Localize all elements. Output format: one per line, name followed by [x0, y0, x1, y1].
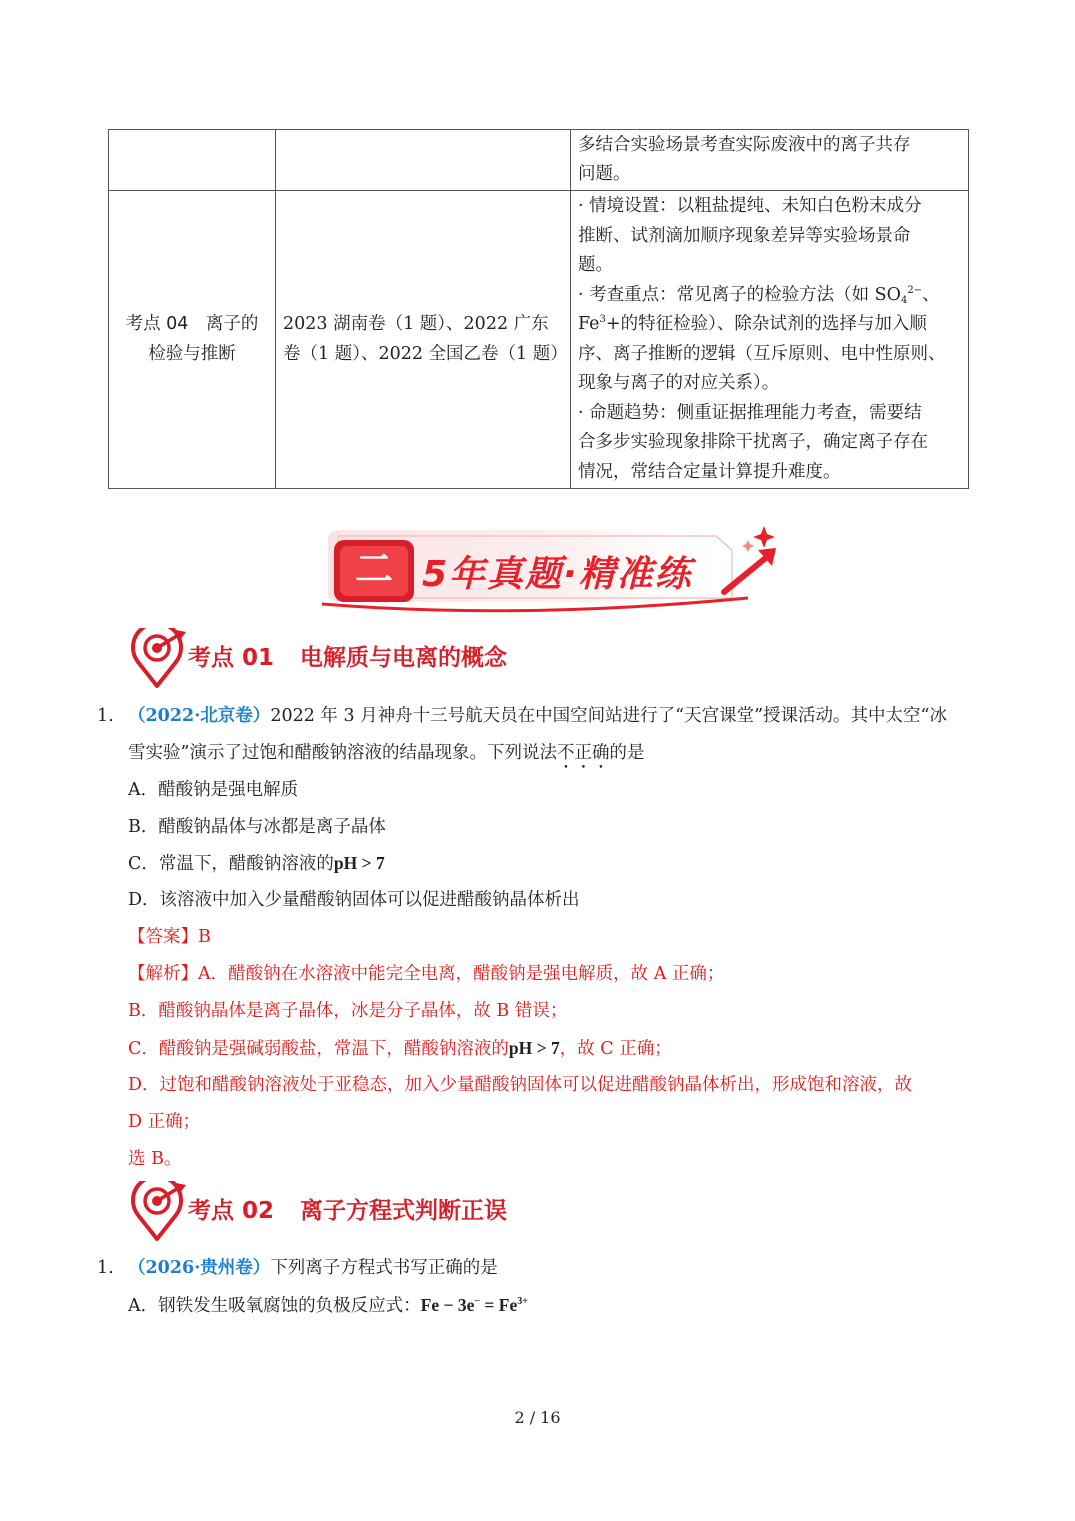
cell-line: 2023 湖南卷（1 题）、2022 广东 [283, 314, 549, 334]
cell-line [578, 281, 961, 311]
analysis-line: B．醋酸钠晶体是离子晶体，冰是分子晶体，故 B 错误； [128, 1001, 568, 1021]
cell-line: · 命题趋势：侧重证据推理能力考查，需要结 [578, 402, 922, 423]
section-label: 考点 01 [188, 645, 275, 671]
cell-line: 检验与推断 [148, 343, 236, 364]
cell-line: 情况，常结合定量计算提升难度。 [578, 461, 841, 482]
cell-line: 推断、试剂滴加顺序现象差异等实验场景命 [578, 225, 911, 246]
cell-line: 卷（1 题）、2022 全国乙卷（1 题） [283, 343, 568, 364]
cell-line [578, 310, 961, 340]
analysis-line [128, 962, 724, 986]
analysis-line: D 正确； [128, 1112, 201, 1132]
analysis-cell [571, 191, 969, 489]
section-title: 电解质与电离的概念 [300, 645, 508, 671]
table-cell [571, 130, 969, 191]
option-d: D．该溶液中加入少量醋酸钠固体可以促进醋酸钠晶体析出 [128, 890, 580, 910]
topic-cell [109, 191, 276, 489]
table-row [109, 191, 969, 489]
answer-line [128, 925, 211, 949]
target-pin-icon [128, 1181, 190, 1243]
superscript: − [474, 1296, 481, 1307]
analysis-line: D．过饱和醋酸钠溶液处于亚稳态，加入少量醋酸钠固体可以促进醋酸钠晶体析出，形成饱和溶液，故 [128, 1075, 913, 1095]
cell-line: 多结合实验场景考查实际废液中的离子共存 [578, 134, 911, 155]
line-text: +的特征检验）、除杂试剂的选择与加入顺 [605, 314, 927, 334]
ph-expression: pH > 7 [333, 853, 385, 873]
option-c [128, 851, 385, 876]
option-a [128, 1293, 528, 1318]
table-row [109, 130, 969, 191]
section-heading [188, 1196, 507, 1226]
cell-line: 现象与离子的对应关系）。 [578, 373, 780, 393]
analysis-text: ，故 C 正确； [559, 1039, 672, 1059]
page-number: 2 / 16 [514, 1408, 561, 1427]
answer-value: B [198, 927, 211, 947]
option-text: A．钢铁发生吸氧腐蚀的负极反应式： [128, 1296, 421, 1316]
question-source: （2022·北京卷） [128, 706, 271, 726]
cell-line: 考点 04 离子的 [125, 314, 259, 334]
line-text: Fe [578, 314, 600, 334]
analysis-line: 选 B。 [128, 1149, 182, 1169]
analysis-text: A．醋酸钠在水溶液中能完全电离，醋酸钠是强电解质，故 A 正确； [198, 964, 725, 984]
superscript: 3+ [517, 1296, 528, 1307]
equation [421, 1295, 528, 1315]
cell-line: 题。 [578, 255, 613, 275]
line-text: · 考查重点：常见离子的检验方法（如 SO [578, 284, 902, 305]
question-stem-line [128, 704, 947, 728]
superscript: 3 [599, 314, 606, 325]
question-number: 1. [97, 1258, 114, 1278]
table-cell [109, 130, 276, 191]
equation-text: Fe − 3e [420, 1295, 475, 1315]
equation-text: = Fe [480, 1295, 518, 1315]
banner-title: 5年真题·精准练 [422, 554, 693, 595]
target-pin-icon [128, 628, 190, 690]
cell-line: 合多步实验现象排除干扰离子，确定离子存在 [578, 432, 928, 452]
question-source: （2026·贵州卷） [128, 1258, 271, 1278]
analysis-label: 【解析】 [128, 964, 198, 984]
answer-label: 【答案】 [128, 927, 198, 947]
cell-line: 序、离子推断的逻辑（互斥原则、电中性原则、 [578, 343, 946, 364]
section-title: 离子方程式判断正误 [300, 1198, 508, 1224]
option-a: A．醋酸钠是强电解质 [128, 780, 299, 800]
exam-analysis-table [108, 129, 969, 489]
stem-text: 雪实验”演示了过饱和醋酸钠溶液的结晶现象。下列说法 [128, 743, 557, 763]
analysis-text: C．醋酸钠是强碱弱酸盐，常温下，醋酸钠溶液的 [128, 1039, 509, 1059]
superscript: 2− [907, 284, 923, 296]
exam-source-cell [276, 191, 571, 489]
ph-expression: pH > 7 [508, 1038, 560, 1058]
cell-line: 问题。 [578, 164, 631, 184]
emphasized-text: 不正确 [556, 743, 610, 763]
cell-line: · 情境设置：以粗盐提纯、未知白色粉末成分 [578, 196, 922, 216]
analysis-line [128, 1036, 672, 1061]
stem-text: 的是 [609, 743, 645, 763]
stem-text: 2022 年 3 月神舟十三号航天员在中国空间站进行了“天宫课堂”授课活动。其中太空“冰 [270, 706, 948, 726]
line-text: 、 [922, 284, 940, 305]
question-number: 1. [97, 706, 114, 726]
question-stem-line [128, 741, 644, 773]
section-heading [188, 643, 507, 673]
option-text: C．常温下，醋酸钠溶液的 [128, 854, 334, 874]
option-b: B．醋酸钠晶体与冰都是离子晶体 [128, 817, 386, 837]
subscript: 4 [901, 294, 908, 306]
question-stem-line [128, 1256, 498, 1280]
banner-number: 二 [354, 547, 393, 591]
stem-text: 下列离子方程式书写正确的是 [270, 1258, 498, 1278]
section-label: 考点 02 [188, 1198, 275, 1224]
table-cell [276, 130, 571, 191]
